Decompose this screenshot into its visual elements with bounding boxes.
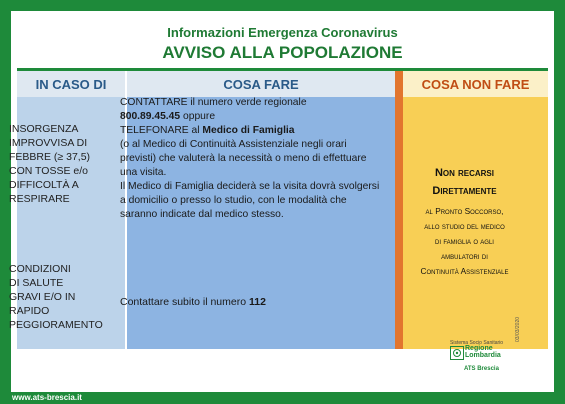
case-line: CON TOSSE e/o — [9, 165, 88, 177]
regione-line: Lombardia — [465, 352, 501, 359]
column-header-in-caso-di: IN CASO DI — [17, 71, 125, 97]
website-link[interactable]: www.ats-brescia.it — [12, 393, 82, 402]
do-not-body-line: ambulatori di — [441, 251, 488, 261]
case-line: FEBBRE (≥ 37,5) — [9, 151, 91, 163]
case-line: PEGGIORAMENTO — [9, 319, 103, 331]
do-not-body-line: al Pronto Soccorso, — [425, 206, 504, 216]
instruction-medico: Medico di Famiglia — [202, 125, 295, 136]
case-line: DI SALUTE — [9, 277, 64, 289]
case-fever-text — [9, 122, 90, 206]
sistema-label: Sistema Socio Sanitario — [450, 340, 504, 346]
footer-logos — [450, 340, 536, 380]
poster-date: 03/03/2020 — [515, 316, 521, 342]
case-line: INSORGENZA — [9, 123, 79, 135]
case-serious-text — [9, 262, 103, 332]
instruction-line: CONTATTARE il numero verde regionale — [120, 97, 307, 108]
column-header-cosa-fare: COSA FARE — [127, 71, 395, 97]
do-not-line: Non recarsi — [434, 167, 494, 179]
instruction-oppure: oppure — [180, 111, 216, 122]
instruction-line: Il Medico di Famiglia deciderà se la visita dovrà svolgersi a domicilio o presso lo studio, con le modalità che saranno indicate dal medico stesso. — [120, 181, 380, 220]
emergency-prefix: Contattare subito il numero — [120, 296, 249, 308]
do-not-body-line: allo studio del medico — [424, 221, 505, 231]
do-not-line: Direttamente — [432, 185, 497, 197]
do-not-body-line: Continuità Assistenziale — [420, 266, 509, 276]
case-line: RESPIRARE — [9, 193, 70, 205]
emergency-instruction — [120, 296, 382, 308]
toll-free-number: 800.89.45.45 — [120, 111, 181, 122]
poster-subtitle: AVVISO ALLA POPOLAZIONE — [162, 43, 403, 62]
regione-line: Regione — [465, 345, 493, 352]
emergency-number: 112 — [248, 296, 266, 308]
case-line: DIFFICOLTÀ A — [9, 179, 79, 191]
column-header-cosa-non-fare: COSA NON FARE — [403, 71, 548, 97]
rose-icon — [452, 348, 462, 358]
instruction-line: (o al Medico di Continuità Assistenziale negli orari previsti) che valuterà la necessità o meno di effettuare una visita. — [120, 139, 367, 178]
regione-label — [465, 345, 501, 359]
instruction-line — [120, 124, 384, 138]
do-not-body-line: di famiglia o agli — [435, 236, 494, 246]
ats-brescia-label: ATS Brescia — [464, 366, 499, 372]
case-line: CONDIZIONI — [9, 263, 71, 275]
instruction-telefonare: TELEFONARE al — [120, 125, 203, 136]
case-line: GRAVI E/O IN — [9, 291, 76, 303]
regione-lombardia-logo — [450, 346, 464, 360]
instructions-text — [120, 96, 384, 222]
instruction-number-line — [120, 110, 384, 124]
do-not-heading — [392, 164, 537, 200]
do-not-body — [392, 204, 537, 279]
case-line: IMPROVVISA DI — [9, 137, 88, 149]
poster-title: Informazioni Emergenza Coronavirus — [167, 25, 398, 40]
case-line: RAPIDO — [9, 305, 50, 317]
